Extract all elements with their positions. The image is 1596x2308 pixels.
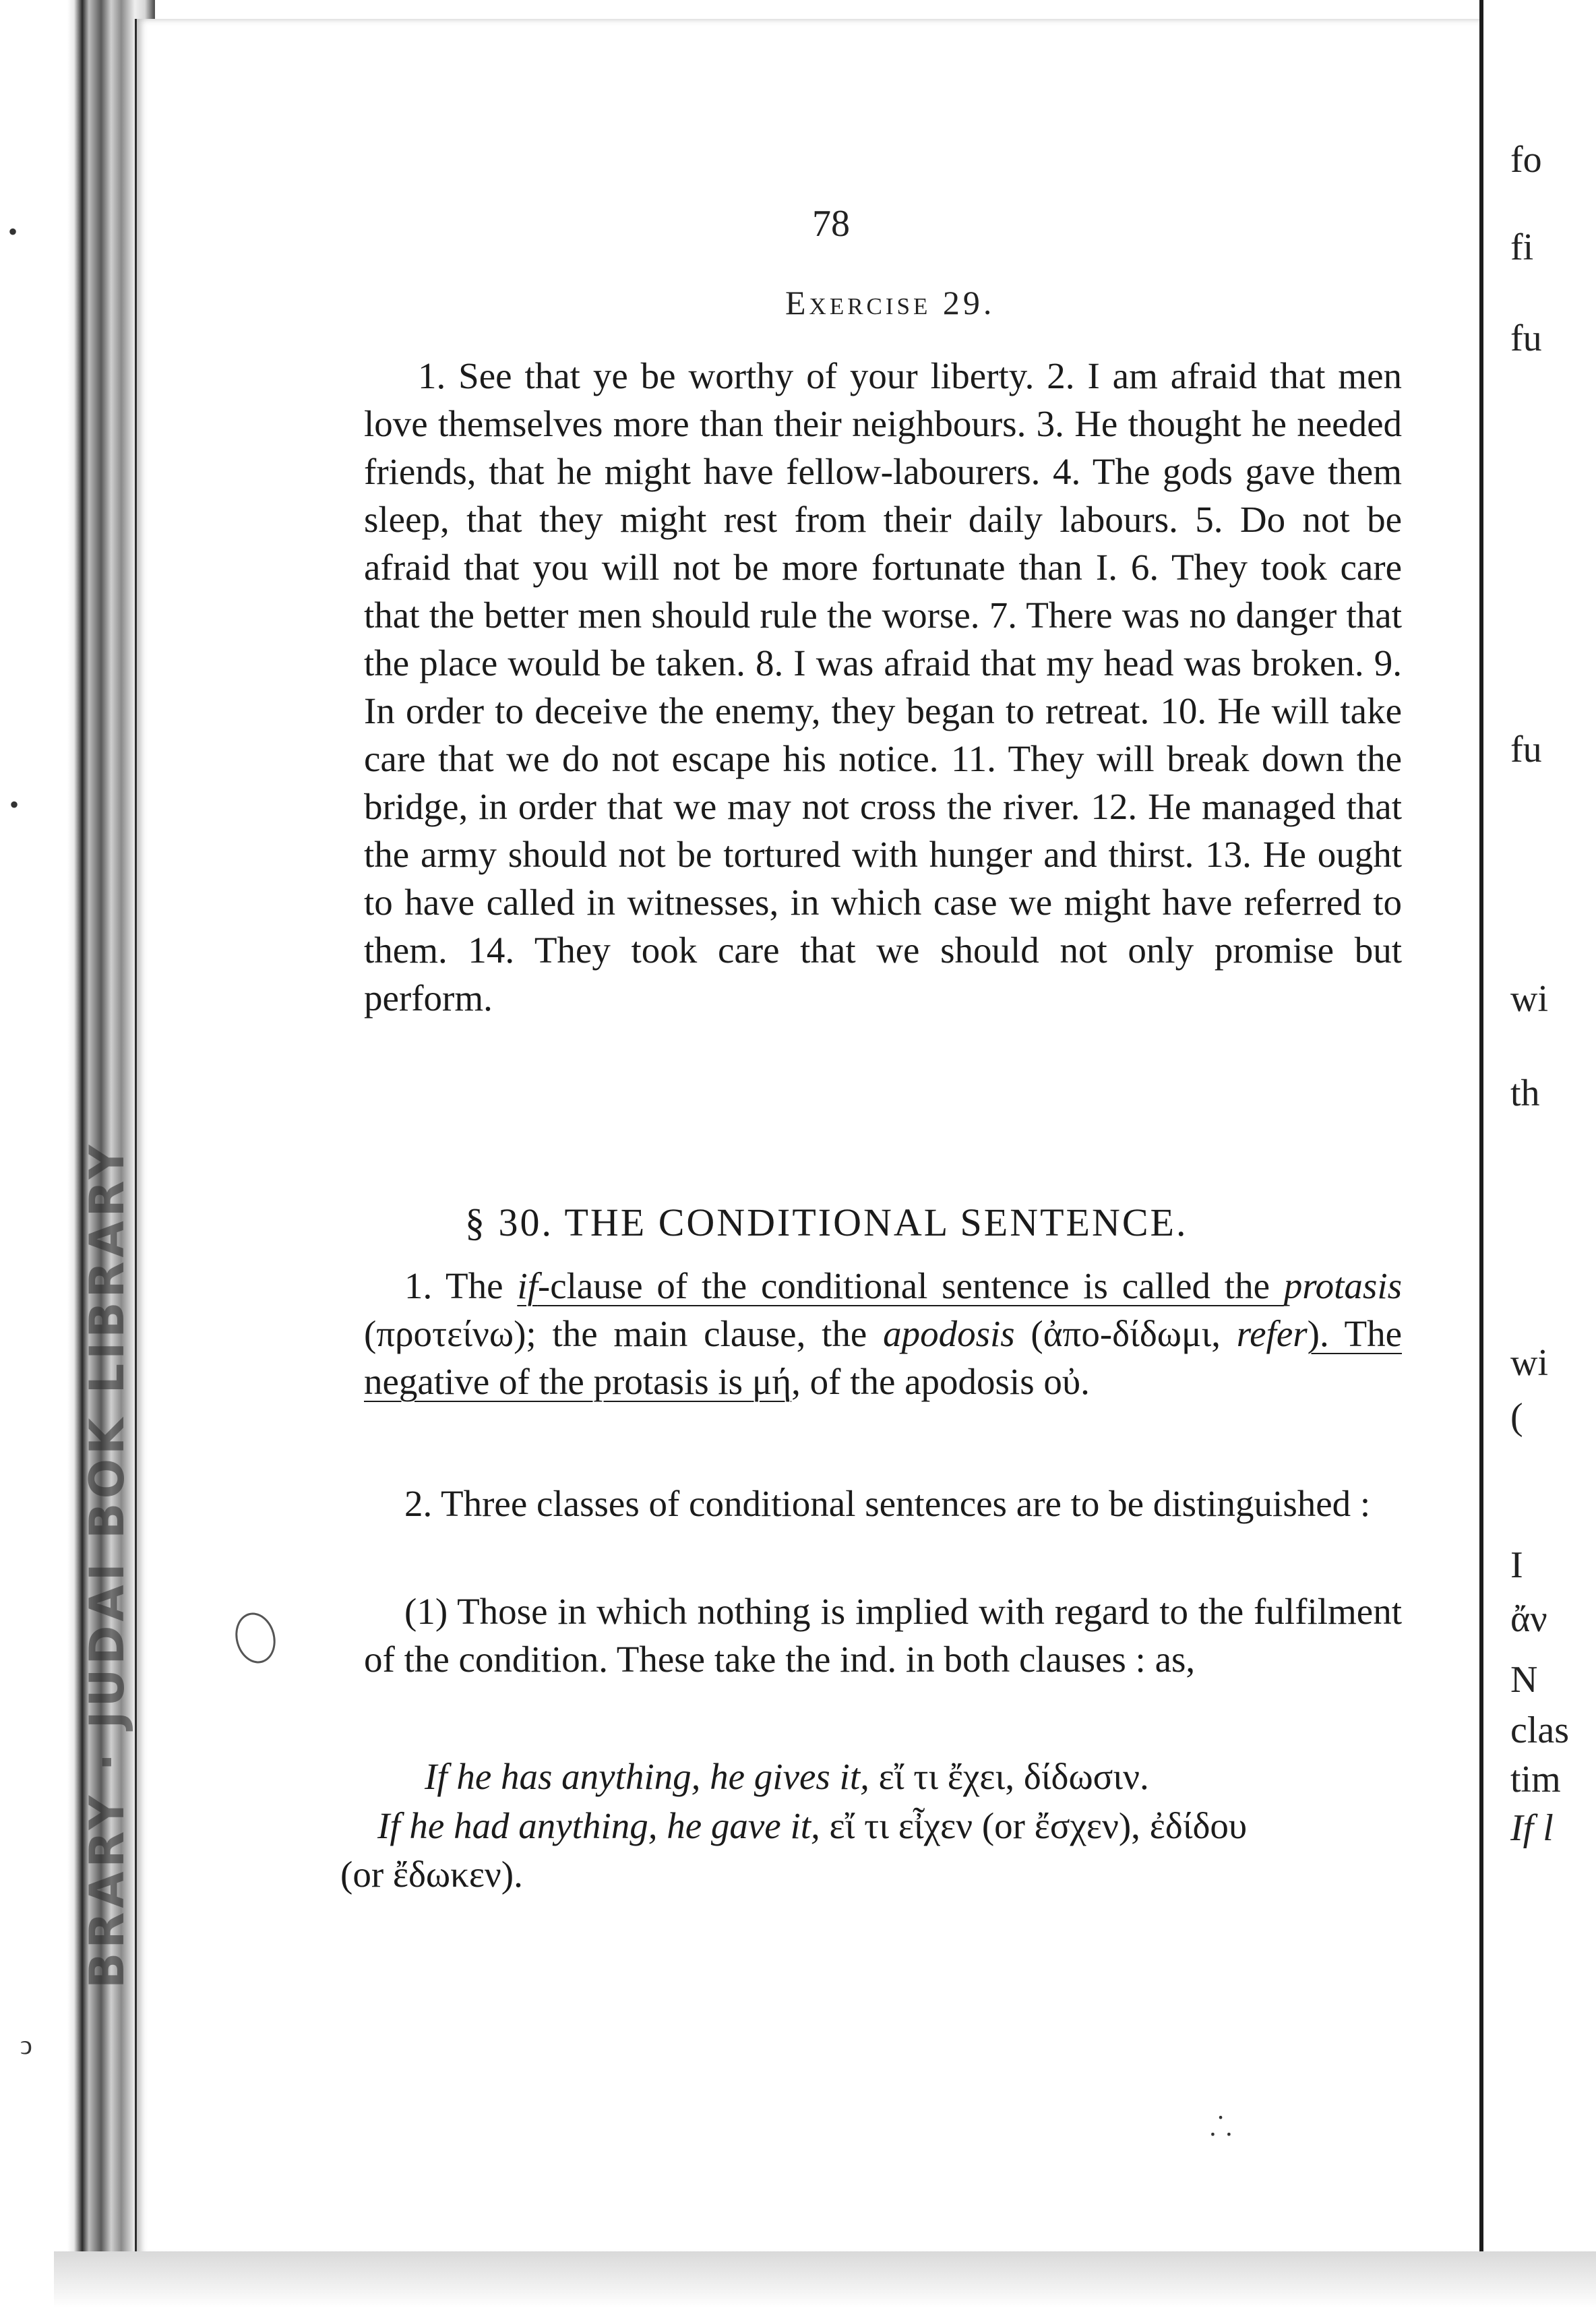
- if-word: if: [517, 1265, 538, 1306]
- text-run: ). The negative of the protasis is: [364, 1313, 1402, 1402]
- example-sentence-2-continued: [340, 1850, 523, 1898]
- example-greek: εἴ τι εἶχεν: [820, 1805, 973, 1846]
- text-run: .: [1080, 1361, 1090, 1402]
- term-refer: refer: [1236, 1313, 1308, 1354]
- text-run: (or: [973, 1805, 1035, 1846]
- facing-page-fragment: wi: [1510, 978, 1548, 1020]
- book-binding-gutter: [0, 0, 155, 2308]
- scan-speck: •: [9, 789, 20, 820]
- page-specks: ⸫: [1210, 2111, 1232, 2142]
- spine-stamp-text: BRARY · JUDAI BOK LIBRARY: [80, 1141, 135, 1988]
- scan-speck: ↄ: [20, 2030, 32, 2060]
- facing-page-fragment: If l: [1510, 1807, 1554, 1849]
- greek-ou: οὐ: [1043, 1361, 1081, 1402]
- facing-page-fragment: clas: [1510, 1709, 1570, 1751]
- example-greek: ἐδίδου: [1149, 1805, 1248, 1846]
- example-greek: ἔδωκεν: [392, 1854, 501, 1895]
- facing-page-fragment: tim: [1510, 1759, 1561, 1800]
- text-run: ),: [1118, 1805, 1150, 1846]
- text-run: 1. The: [404, 1265, 518, 1306]
- facing-page-fragment: fu: [1510, 729, 1542, 770]
- text-run: ).: [501, 1854, 523, 1895]
- facing-page-fragment: fi: [1510, 226, 1534, 268]
- facing-page-fragment: fo: [1510, 139, 1542, 181]
- facing-page-fragment: fu: [1510, 317, 1542, 359]
- facing-page-fragment: wi: [1510, 1342, 1548, 1384]
- facing-page-fragment: N: [1510, 1659, 1538, 1701]
- facing-page-fragment: ἄν: [1510, 1598, 1547, 1640]
- term-apodosis: apodosis: [883, 1313, 1015, 1354]
- text-run: (or: [340, 1854, 393, 1895]
- example-sentence-1: [425, 1753, 1149, 1800]
- text-run: ; the main clause, the: [526, 1313, 884, 1354]
- page-bottom-shadow: [54, 2251, 1596, 2308]
- scan-speck: •: [8, 216, 18, 247]
- greek-text: (ἀπο-δίδωμι,: [1014, 1313, 1237, 1354]
- facing-page-fragment: I: [1510, 1544, 1523, 1586]
- term-protasis: protasis: [1283, 1265, 1402, 1306]
- example-greek: ἔσχεν: [1034, 1805, 1119, 1846]
- section-heading: § 30. THE CONDITIONAL SENTENCE.: [465, 1201, 1188, 1244]
- example-english: If he has anything, he gives it,: [425, 1756, 869, 1797]
- example-greek: εἴ τι ἔχει, δίδωσιν.: [869, 1756, 1149, 1797]
- exercise-text: 1. See that ye be worthy of your liberty. 2. I am afraid that men love themselves more than their neighbours. 3. He thought he needed friends, that he might have fellow-labourers. 4. The gods gave them sleep, that they might rest from their daily labours. 5. Do not be afraid that you will not be more fortunate than I. 6. They took care that the better men should rule the worse. 7. There was no danger that the place would be taken. 8. I was afraid that my head was broken. 9. In order to deceive the enemy, they began to retreat. 10. He will take care that we do not escape his notice. 11. They will break down the bridge, in order that we may not cross the river. 12. He managed that the army should not be tortured with hunger and thirst. 13. He ought to have called in witnesses, in which case we might have referred to them. 14. They took care that we should not only promise but perform.: [364, 355, 1402, 1019]
- example-sentence-2: [377, 1802, 1247, 1850]
- facing-page-edge: [1479, 0, 1596, 2308]
- facing-page-fragment: th: [1510, 1072, 1540, 1114]
- paragraph-three-classes: 2. Three classes of conditional sentences are to be distinguished :: [404, 1483, 1371, 1524]
- text-run: , of the apodosis: [791, 1361, 1044, 1402]
- paragraph-first-class: (1) Those in which nothing is implied with regard to the fulfilment of the condition. These take the ind. in both clauses : as,: [364, 1591, 1402, 1680]
- paragraph-protasis-apodosis: [364, 1262, 1402, 1405]
- example-english: If he had anything, he gave it,: [377, 1805, 820, 1846]
- greek-me: μή: [751, 1361, 792, 1402]
- greek-text: (προτείνω): [364, 1313, 526, 1354]
- exercise-heading: Exercise 29.: [785, 284, 995, 322]
- page-number: 78: [812, 203, 850, 245]
- text-run: -clause of the conditional sentence is called the: [537, 1265, 1284, 1306]
- facing-page-fragment: (: [1510, 1396, 1523, 1438]
